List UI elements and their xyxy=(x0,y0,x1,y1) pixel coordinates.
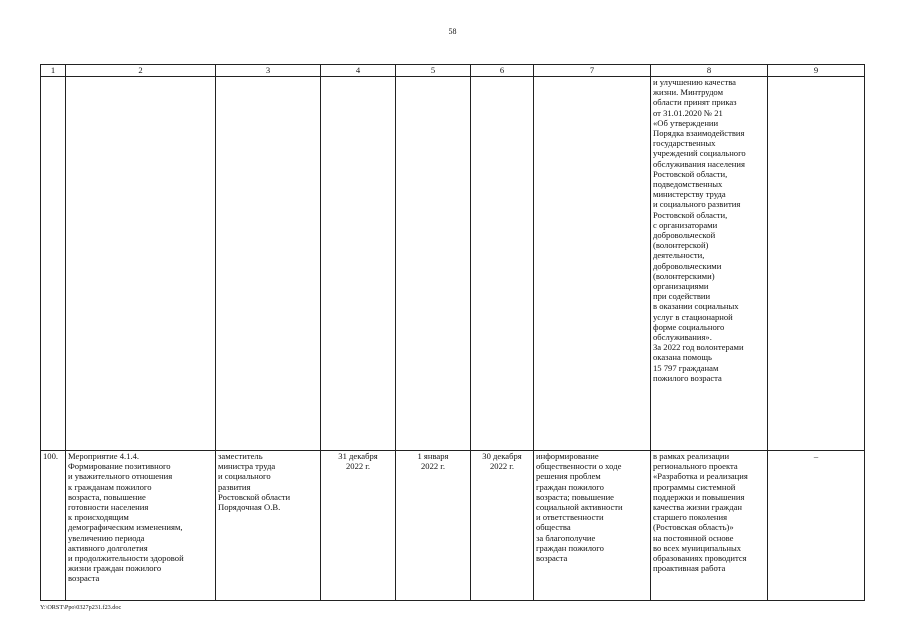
date-cell: 30 декабря 2022 г. xyxy=(471,451,534,601)
column-number: 1 xyxy=(41,65,66,77)
column-number: 3 xyxy=(216,65,321,77)
info-cell: и улучшению качества жизни. Минтрудом области принят приказ от 31.01.2020 № 21 «Об утверждении Порядка взаимодействия государственных учреждений социального обслуживания населения Ростовской области, подведомственных министерству труда и социального развития Ростовской области, с организаторами добровольческой (волонтерской) деятельности, добровольческими (волонтерскими) организациями при содействии в оказании социальных услуг в стационарной форме социального обслуживания». За 2022 год волонтерами оказана помощь 15 797 гражданам пожилого возраста xyxy=(651,77,768,451)
event-cell xyxy=(66,77,216,451)
column-number: 8 xyxy=(651,65,768,77)
column-number: 7 xyxy=(534,65,651,77)
date-cell: 31 декабря 2022 г. xyxy=(321,451,396,601)
column-number: 9 xyxy=(768,65,865,77)
column-number: 2 xyxy=(66,65,216,77)
row-number-cell: 100. xyxy=(41,451,66,601)
responsible-cell xyxy=(216,77,321,451)
report-table xyxy=(40,64,865,601)
footer-file-path: Y:\ORST\Ppo\0327p231.f23.doc xyxy=(40,604,122,611)
result-cell xyxy=(534,77,651,451)
result-cell: информирование общественности о ходе решения проблем граждан пожилого возраста; повышение социальной активности и ответственности общества за благополучие граждан пожилого возраста xyxy=(534,451,651,601)
row-number-cell xyxy=(41,77,66,451)
date-cell: 1 января 2022 г. xyxy=(396,451,471,601)
column-number: 5 xyxy=(396,65,471,77)
info-cell: в рамках реализации регионального проекта «Разработка и реализация программы системной поддержки и повышения качества жизни граждан старшего поколения (Ростовская область)» на постоянной основе во всех муниципальных образованиях проводится проактивная работа xyxy=(651,451,768,601)
column-number: 6 xyxy=(471,65,534,77)
column-number-row xyxy=(41,65,865,77)
note-cell xyxy=(768,77,865,451)
event-cell: Мероприятие 4.1.4. Формирование позитивного и уважительного отношения к гражданам пожилого возраста, повышение готовности населения к происходящим демографическим изменениям, увеличению периода активного долголетия и продолжительности здоровой жизни граждан пожилого возраста xyxy=(66,451,216,601)
page-number: 58 xyxy=(448,27,457,36)
date-cell xyxy=(396,77,471,451)
responsible-cell: заместитель министра труда и социального развития Ростовской области Порядочная О.В. xyxy=(216,451,321,601)
table-row xyxy=(41,77,865,451)
column-number: 4 xyxy=(321,65,396,77)
date-cell xyxy=(471,77,534,451)
note-cell: – xyxy=(768,451,865,601)
table-row xyxy=(41,451,865,601)
date-cell xyxy=(321,77,396,451)
